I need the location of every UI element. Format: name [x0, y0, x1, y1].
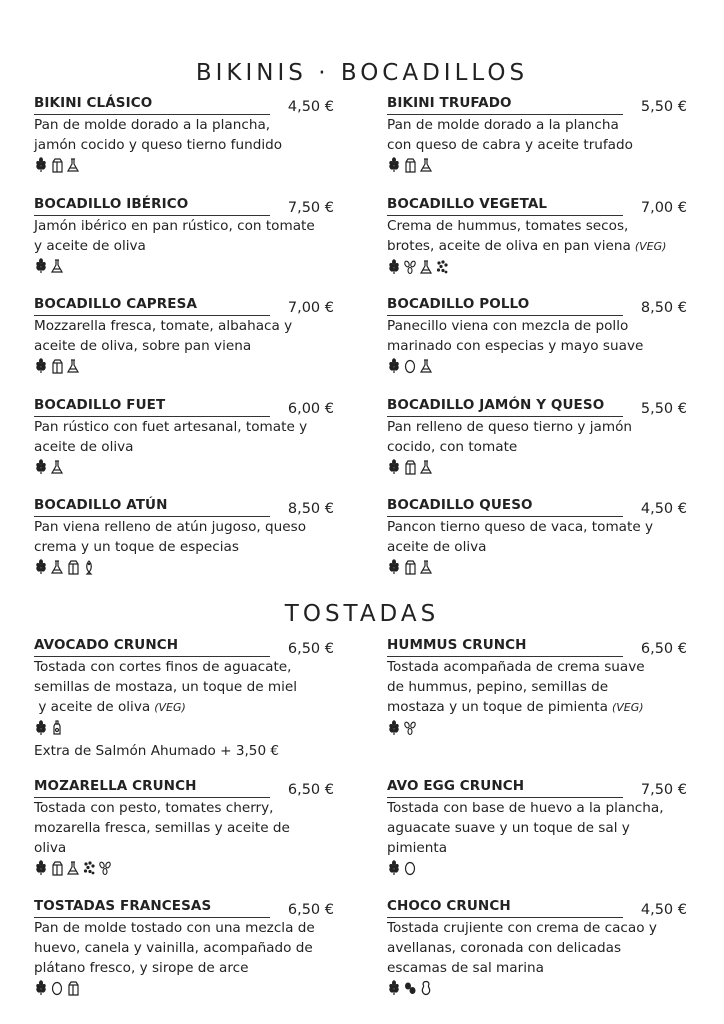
allergen-icons	[387, 558, 687, 576]
item-header	[34, 95, 334, 115]
menu-item-bikini-clasico	[34, 95, 334, 174]
allergen-icons	[34, 979, 334, 997]
item-description	[387, 417, 697, 457]
allergen-icons	[34, 357, 334, 375]
description-line	[34, 517, 344, 537]
milk-icon	[50, 157, 64, 173]
description-line	[34, 958, 344, 978]
item-underline	[387, 516, 623, 517]
gluten-icon	[387, 459, 401, 475]
item-price: 5,50 €	[640, 401, 687, 417]
item-header	[387, 497, 687, 517]
item-underline	[34, 797, 270, 798]
description-text: Tostada acompañada de crema suave	[387, 659, 645, 675]
item-underline	[387, 917, 623, 918]
description-text: Pan de molde dorado a la plancha,	[34, 117, 271, 133]
description-text: Mozzarella fresca, tomate, albahaca y	[34, 318, 293, 334]
menu-item-choco-crunch	[387, 898, 687, 997]
sulphite-icon	[419, 157, 433, 173]
item-price: 6,50 €	[287, 782, 334, 798]
menu-item-bocadillo-jamon-queso	[387, 397, 687, 476]
description-text: y aceite de oliva	[34, 699, 151, 715]
description-line	[34, 537, 344, 557]
description-text: Tostada crujiente con crema de cacao y	[387, 920, 657, 936]
item-name: TOSTADAS FRANCESAS	[34, 898, 212, 914]
item-underline	[387, 656, 623, 657]
description-line	[387, 818, 697, 838]
description-text: Pancon tierno queso de vaca, tomate y	[387, 519, 654, 535]
item-name: BOCADILLO VEGETAL	[387, 196, 548, 212]
item-name: HUMMUS CRUNCH	[387, 637, 527, 653]
item-price: 6,50 €	[640, 641, 687, 657]
menu-item-bocadillo-atun	[34, 497, 334, 576]
item-header	[34, 898, 334, 918]
sulphite-icon	[419, 259, 433, 275]
sulphite-icon	[66, 157, 80, 173]
peanut-icon	[419, 980, 433, 996]
milk-icon	[50, 860, 64, 876]
sulphite-icon	[66, 860, 80, 876]
description-text: Pan de molde tostado con una mezcla de	[34, 920, 315, 936]
item-name: CHOCO CRUNCH	[387, 898, 511, 914]
allergen-icons	[34, 859, 334, 877]
description-line	[34, 236, 344, 256]
description-line	[387, 677, 697, 697]
item-name: BIKINI CLÁSICO	[34, 95, 153, 111]
description-line	[34, 697, 344, 718]
description-text: avellanas, coronada con delicadas	[387, 940, 622, 956]
item-underline	[34, 917, 270, 918]
description-text: escamas de sal marina	[387, 960, 544, 976]
allergen-icons	[387, 979, 687, 997]
description-text: pimienta	[387, 840, 448, 856]
item-name: BOCADILLO IBÉRICO	[34, 196, 189, 212]
description-text: y aceite de oliva	[34, 238, 146, 254]
section-title-bikinis: BIKINIS · BOCADILLOS	[195, 60, 529, 86]
item-name: BOCADILLO FUET	[34, 397, 166, 413]
description-text: Tostada con cortes finos de aguacate,	[34, 659, 292, 675]
description-line	[34, 657, 344, 677]
item-underline	[387, 215, 623, 216]
item-name: AVO EGG CRUNCH	[387, 778, 525, 794]
item-underline	[387, 416, 623, 417]
menu-item-mozarella-crunch	[34, 778, 334, 877]
sulphite-icon	[50, 459, 64, 475]
item-price: 7,50 €	[640, 782, 687, 798]
item-header	[387, 778, 687, 798]
allergen-icons	[34, 458, 334, 476]
item-description	[34, 115, 344, 155]
gluten-icon	[387, 157, 401, 173]
description-text: Panecillo viena con mezcla de pollo	[387, 318, 629, 334]
item-name: BIKINI TRUFADO	[387, 95, 512, 111]
item-underline	[34, 656, 270, 657]
description-line	[387, 417, 697, 437]
item-header	[34, 196, 334, 216]
description-text: aguacate suave y un toque de sal y	[387, 820, 630, 836]
veg-tag: (VEG)	[611, 701, 644, 714]
allergen-icons	[34, 719, 334, 737]
menu-item-avo-egg-crunch	[387, 778, 687, 877]
description-line	[34, 677, 344, 697]
item-header	[387, 95, 687, 115]
item-price: 6,50 €	[287, 641, 334, 657]
item-price: 8,50 €	[287, 501, 334, 517]
gluten-icon	[34, 358, 48, 374]
description-text: Pan relleno de queso tierno y jamón	[387, 419, 633, 435]
item-price: 6,50 €	[287, 902, 334, 918]
item-description	[387, 918, 697, 978]
mustard-icon	[435, 259, 449, 275]
fish-icon	[82, 559, 96, 575]
item-description	[34, 517, 344, 557]
item-header	[387, 296, 687, 316]
description-line	[387, 216, 697, 236]
item-header	[387, 898, 687, 918]
item-name: BOCADILLO CAPRESA	[34, 296, 197, 312]
description-text: huevo, canela y vainilla, acompañado de	[34, 940, 313, 956]
item-price: 4,50 €	[287, 99, 334, 115]
description-text: de hummus, pepino, semillas de	[387, 679, 609, 695]
gluten-icon	[387, 860, 401, 876]
description-text: Pan rústico con fuet artesanal, tomate y	[34, 419, 308, 435]
allergen-icons	[387, 357, 687, 375]
item-price: 7,00 €	[287, 300, 334, 316]
description-text: semillas de mostaza, un toque de miel	[34, 679, 298, 695]
sulphite-icon	[50, 258, 64, 274]
item-header	[34, 296, 334, 316]
description-line	[34, 838, 344, 858]
allergen-icons	[34, 558, 334, 576]
veg-tag: (VEG)	[634, 240, 667, 253]
description-text: mostaza y un toque de pimienta	[387, 699, 608, 715]
description-line	[387, 918, 697, 938]
gluten-icon	[34, 720, 48, 736]
allergen-icons	[387, 859, 687, 877]
menu-item-bocadillo-vegetal	[387, 196, 687, 276]
milk-icon	[403, 459, 417, 475]
item-underline	[34, 215, 270, 216]
description-line	[34, 938, 344, 958]
description-line	[387, 657, 697, 677]
menu-item-bocadillo-fuet	[34, 397, 334, 476]
milk-icon	[66, 559, 80, 575]
description-text: Tostada con base de huevo a la plancha,	[387, 800, 664, 816]
item-price: 7,50 €	[287, 200, 334, 216]
nuts-icon	[403, 980, 417, 996]
description-line	[387, 236, 697, 257]
description-text: Crema de hummus, tomates secos,	[387, 218, 629, 234]
item-underline	[34, 315, 270, 316]
description-text: marinado con especias y mayo suave	[387, 338, 644, 354]
item-name: MOZARELLA CRUNCH	[34, 778, 197, 794]
allergen-icons	[387, 458, 687, 476]
description-text: aceite de oliva	[387, 539, 487, 555]
item-price: 4,50 €	[640, 902, 687, 918]
description-text: Pan viena relleno de atún jugoso, queso	[34, 519, 307, 535]
description-text: Pan de molde dorado a la plancha	[387, 117, 619, 133]
item-underline	[34, 114, 270, 115]
item-underline	[387, 797, 623, 798]
item-header	[34, 637, 334, 657]
menu-item-avocado-crunch	[34, 637, 334, 761]
description-line	[34, 798, 344, 818]
description-line	[34, 115, 344, 135]
gluten-icon	[34, 980, 48, 996]
item-price: 5,50 €	[640, 99, 687, 115]
menu-item-bikini-trufado	[387, 95, 687, 174]
item-underline	[34, 416, 270, 417]
description-text: plátano fresco, y sirope de arce	[34, 960, 249, 976]
description-line	[387, 958, 697, 978]
description-line	[387, 938, 697, 958]
gluten-icon	[34, 860, 48, 876]
description-line	[34, 316, 344, 336]
milk-icon	[403, 157, 417, 173]
mustard-icon	[82, 860, 96, 876]
gluten-icon	[387, 720, 401, 736]
item-header	[34, 497, 334, 517]
item-description	[34, 316, 344, 356]
gluten-icon	[34, 459, 48, 475]
item-price: 6,00 €	[287, 401, 334, 417]
item-name: BOCADILLO POLLO	[387, 296, 530, 312]
item-price: 8,50 €	[640, 300, 687, 316]
description-text: oliva	[34, 840, 67, 856]
item-description	[34, 798, 344, 858]
description-line	[34, 135, 344, 155]
menu-item-bocadillo-capresa	[34, 296, 334, 375]
gluten-icon	[34, 157, 48, 173]
item-price: 4,50 €	[640, 501, 687, 517]
item-description	[387, 517, 697, 557]
description-line	[387, 336, 697, 356]
mustard-bottle-icon	[50, 720, 64, 736]
menu-item-bocadillo-queso	[387, 497, 687, 576]
item-description	[34, 417, 344, 457]
item-price: 7,00 €	[640, 200, 687, 216]
description-text: crema y un toque de especias	[34, 539, 239, 555]
milk-icon	[50, 358, 64, 374]
item-name: BOCADILLO ATÚN	[34, 497, 168, 513]
section-title-tostadas: TOSTADAS	[284, 601, 440, 627]
veg-tag: (VEG)	[154, 701, 186, 714]
sesame-icon	[403, 259, 417, 275]
item-underline	[387, 114, 623, 115]
description-text: con queso de cabra y aceite trufado	[387, 137, 633, 153]
item-underline	[387, 315, 623, 316]
description-line	[34, 336, 344, 356]
description-text: Tostada con pesto, tomates cherry,	[34, 800, 274, 816]
description-text: brotes, aceite de oliva en pan viena	[387, 238, 631, 254]
gluten-icon	[387, 980, 401, 996]
item-description	[387, 657, 697, 718]
description-line	[387, 838, 697, 858]
description-text: aceite de oliva, sobre pan viena	[34, 338, 252, 354]
sulphite-icon	[419, 559, 433, 575]
milk-icon	[403, 559, 417, 575]
egg-icon	[403, 860, 417, 876]
description-line	[387, 697, 697, 718]
item-description	[34, 216, 344, 256]
description-text: cocido, con tomate	[387, 439, 518, 455]
gluten-icon	[34, 559, 48, 575]
allergen-icons	[34, 156, 334, 174]
allergen-icons	[387, 156, 687, 174]
item-name: AVOCADO CRUNCH	[34, 637, 179, 653]
item-header	[387, 196, 687, 216]
sulphite-icon	[50, 559, 64, 575]
description-line	[387, 437, 697, 457]
allergen-icons	[387, 258, 687, 276]
description-line	[387, 115, 697, 135]
item-name: BOCADILLO QUESO	[387, 497, 533, 513]
description-line	[34, 437, 344, 457]
milk-icon	[66, 980, 80, 996]
sulphite-icon	[419, 459, 433, 475]
description-line	[387, 517, 697, 537]
item-header	[387, 397, 687, 417]
item-header	[387, 637, 687, 657]
item-description	[387, 216, 697, 257]
gluten-icon	[34, 258, 48, 274]
menu-item-hummus-crunch	[387, 637, 687, 737]
allergen-icons	[34, 257, 334, 275]
item-header	[34, 778, 334, 798]
description-line	[387, 537, 697, 557]
description-text: jamón cocido y queso tierno fundido	[34, 137, 283, 153]
description-text: aceite de oliva	[34, 439, 134, 455]
menu-item-tostadas-francesas	[34, 898, 334, 997]
description-line	[34, 417, 344, 437]
item-header	[34, 397, 334, 417]
item-extra: Extra de Salmón Ahumado + 3,50 €	[34, 743, 280, 759]
menu-item-bocadillo-iberico	[34, 196, 334, 275]
description-line	[34, 216, 344, 236]
sulphite-icon	[66, 358, 80, 374]
gluten-icon	[387, 358, 401, 374]
description-line	[387, 135, 697, 155]
sulphite-icon	[419, 358, 433, 374]
gluten-icon	[387, 559, 401, 575]
allergen-icons	[387, 719, 687, 737]
item-description	[34, 657, 344, 718]
item-underline	[34, 516, 270, 517]
description-line	[387, 316, 697, 336]
item-description	[387, 115, 697, 155]
description-line	[34, 918, 344, 938]
item-description	[387, 798, 697, 858]
sesame-icon	[98, 860, 112, 876]
description-line	[34, 818, 344, 838]
description-text: mozarella fresca, semillas y aceite de	[34, 820, 290, 836]
menu-item-bocadillo-pollo	[387, 296, 687, 375]
egg-icon	[403, 358, 417, 374]
item-name: BOCADILLO JAMÓN Y QUESO	[387, 397, 605, 413]
item-description	[387, 316, 697, 356]
sesame-icon	[403, 720, 417, 736]
item-description	[34, 918, 344, 978]
gluten-icon	[387, 259, 401, 275]
egg-icon	[50, 980, 64, 996]
description-line	[387, 798, 697, 818]
description-text: Jamón ibérico en pan rústico, con tomate	[34, 218, 315, 234]
